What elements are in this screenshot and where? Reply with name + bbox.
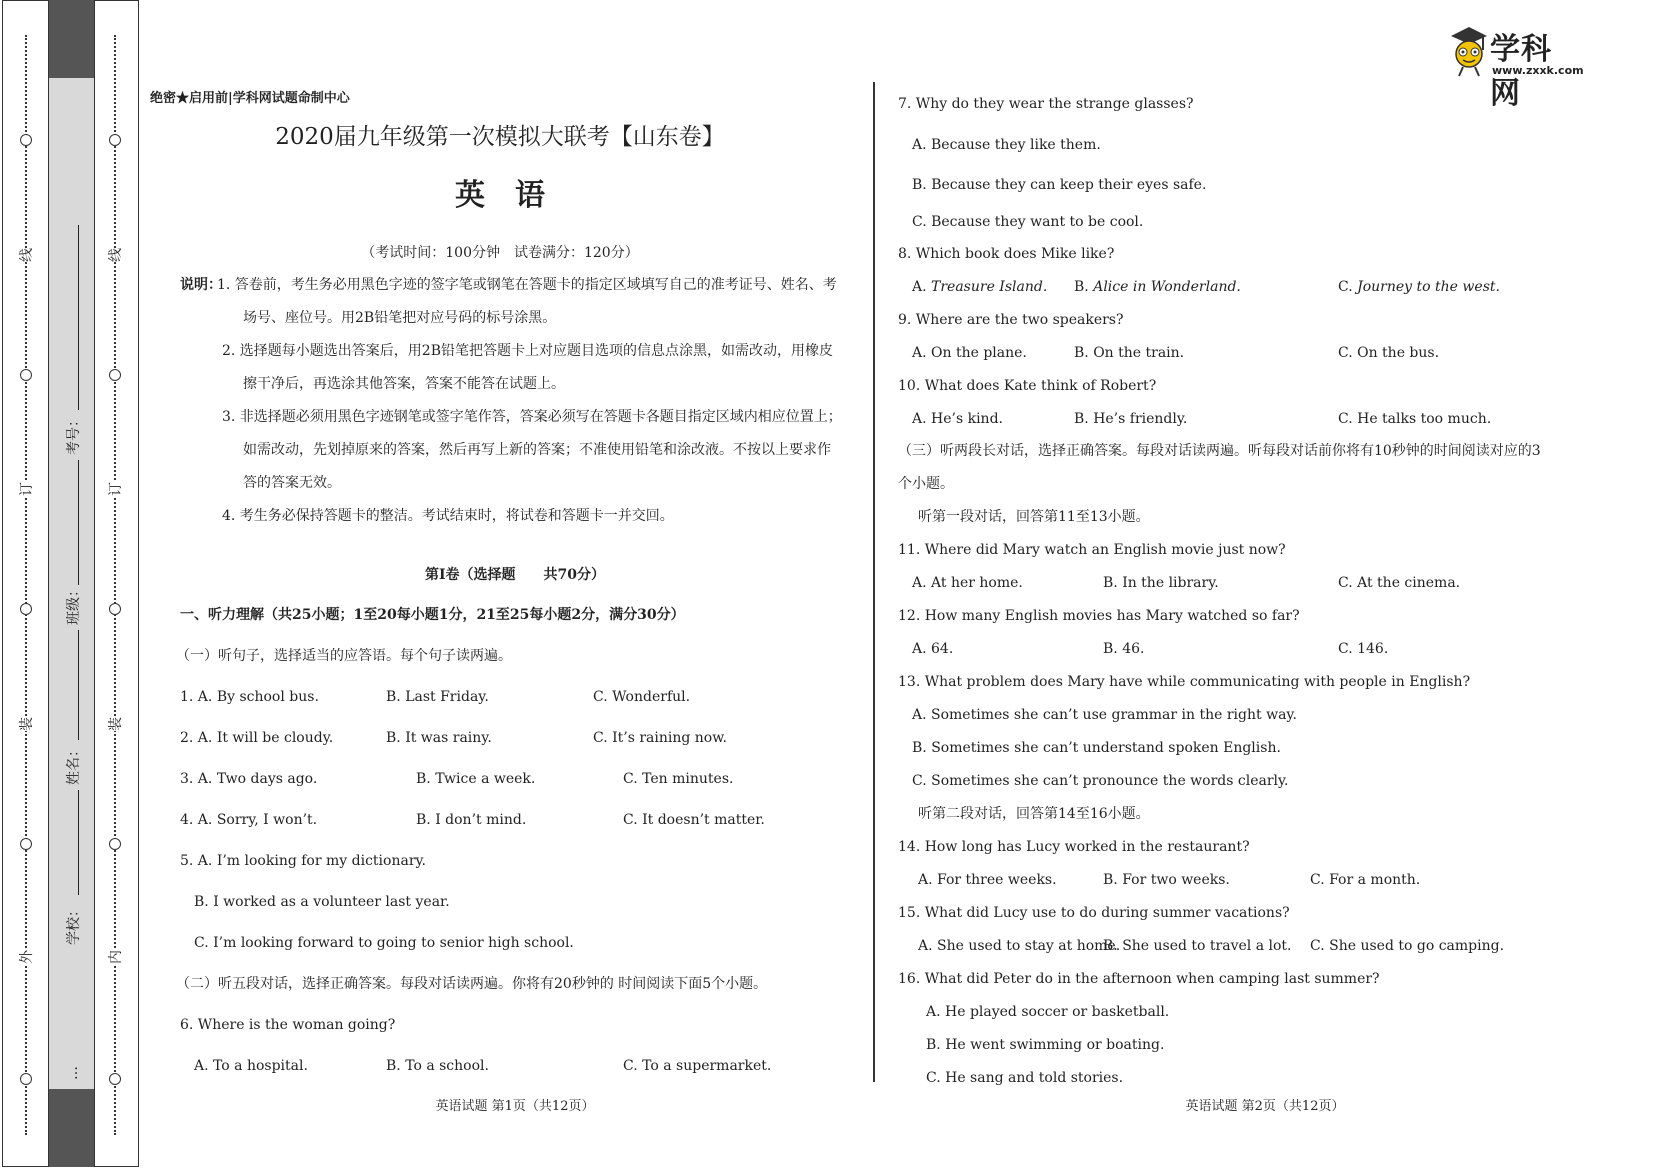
sub-instruction-cont: 个小题。 bbox=[898, 476, 954, 492]
q16-option-c: C. He sang and told stories. bbox=[926, 1070, 1124, 1086]
q10-option-c: C. He talks too much. bbox=[1338, 411, 1492, 427]
q2-option-b: B. It was rainy. bbox=[386, 730, 492, 746]
q6-option-c: C. To a supermarket. bbox=[623, 1058, 772, 1074]
q9-option-c: C. On the bus. bbox=[1338, 345, 1440, 361]
q7-option-a: A. Because they like them. bbox=[912, 137, 1101, 153]
instructions-label: 说明： bbox=[180, 277, 222, 293]
q16-option-b: B. He went swimming or boating. bbox=[926, 1037, 1165, 1053]
subject-title: 英 语 bbox=[455, 178, 545, 213]
q16-option-a: A. He played soccer or basketball. bbox=[926, 1004, 1170, 1020]
q2-option-a: 2. A. It will be cloudy. bbox=[180, 730, 334, 746]
q15-option-a: A. She used to stay at home. bbox=[918, 938, 1121, 954]
instruction-line: 4. 考生务必保持答题卡的整洁。考试结束时，将试卷和答题卡一并交回。 bbox=[222, 508, 674, 524]
q14-option-a: A. For three weeks. bbox=[918, 872, 1057, 888]
q12-question: 12. How many English movies has Mary watched so far? bbox=[898, 608, 1300, 624]
exam-title: 2020届九年级第一次模拟大联考【山东卷】 bbox=[275, 124, 725, 150]
instruction-line: 3. 非选择题必须用黑色字迹钢笔或签字笔作答，答案必须写在答题卡各题目指定区域内相应位置上； bbox=[222, 409, 842, 425]
q1-option-c: C. Wonderful. bbox=[593, 689, 691, 705]
q13-option-a: A. Sometimes she can’t use grammar in the right way. bbox=[912, 707, 1297, 723]
q12-option-a: A. 64. bbox=[912, 641, 954, 657]
binding-char: 订 bbox=[19, 482, 35, 496]
binding-char: 装 bbox=[19, 717, 35, 731]
q11-option-c: C. At the cinema. bbox=[1338, 575, 1461, 591]
logo-url: www.zxxk.com bbox=[1492, 64, 1584, 77]
binding-char: 订 bbox=[108, 482, 124, 496]
name-label: 姓名： bbox=[66, 743, 82, 785]
binding-char: 外 bbox=[19, 950, 35, 964]
q1-option-b: B. Last Friday. bbox=[386, 689, 489, 705]
q8-question: 8. Which book does Mike like? bbox=[898, 246, 1115, 262]
q7-option-b: B. Because they can keep their eyes safe. bbox=[912, 177, 1207, 193]
q10-question: 10. What does Kate think of Robert? bbox=[898, 378, 1157, 394]
q4-option-c: C. It doesn’t matter. bbox=[623, 812, 765, 828]
q9-option-a: A. On the plane. bbox=[912, 345, 1027, 361]
q5-option-a: 5. A. I’m looking for my dictionary. bbox=[180, 853, 427, 869]
q11-option-a: A. At her home. bbox=[912, 575, 1023, 591]
q11-question: 11. Where did Mary watch an English movie just now? bbox=[898, 542, 1286, 558]
q8-option-c: C. Journey to the west. bbox=[1338, 279, 1500, 295]
conversation-intro: 听第一段对话，回答第11至13小题。 bbox=[918, 509, 1150, 525]
section-title: 一、听力理解（共25小题；1至20每小题1分，21至25每小题2分，满分30分） bbox=[180, 607, 685, 623]
part-heading: 第Ⅰ卷（选择题 共70分） bbox=[424, 567, 606, 583]
exam-number-label: 考号： bbox=[66, 413, 82, 455]
q4-option-b: B. I don’t mind. bbox=[416, 812, 527, 828]
q14-option-b: B. For two weeks. bbox=[1103, 872, 1230, 888]
q9-question: 9. Where are the two speakers? bbox=[898, 312, 1124, 328]
mascot-icon bbox=[1447, 24, 1491, 78]
page-footer: 英语试题 第2页（共12页） bbox=[1185, 1099, 1345, 1114]
q4-option-a: 4. A. Sorry, I won’t. bbox=[180, 812, 318, 828]
q3-option-c: C. Ten minutes. bbox=[623, 771, 734, 787]
binding-char: 线 bbox=[108, 248, 124, 262]
binding-ellipsis: … bbox=[65, 1066, 81, 1080]
page-footer: 英语试题 第1页（共12页） bbox=[435, 1099, 595, 1114]
q15-option-b: B. She used to travel a lot. bbox=[1103, 938, 1292, 954]
binding-char: 内 bbox=[108, 950, 124, 964]
q6-question: 6. Where is the woman going? bbox=[180, 1017, 396, 1033]
q15-question: 15. What did Lucy use to do during summer vacations? bbox=[898, 905, 1290, 921]
q1-option-a: 1. A. By school bus. bbox=[180, 689, 319, 705]
q8-option-a: A. Treasure Island. bbox=[912, 279, 1048, 295]
q12-option-c: C. 146. bbox=[1338, 641, 1389, 657]
q5-option-b: B. I worked as a volunteer last year. bbox=[194, 894, 450, 910]
instruction-line: 答的答案无效。 bbox=[243, 475, 341, 491]
page-divider bbox=[873, 82, 875, 1082]
q12-option-b: B. 46. bbox=[1103, 641, 1145, 657]
conversation-intro: 听第二段对话，回答第14至16小题。 bbox=[918, 806, 1150, 822]
binding-char: 装 bbox=[108, 717, 124, 731]
q13-option-b: B. Sometimes she can’t understand spoken English. bbox=[912, 740, 1281, 756]
q2-option-c: C. It’s raining now. bbox=[593, 730, 728, 746]
binding-char: 线 bbox=[19, 248, 35, 262]
q6-option-b: B. To a school. bbox=[386, 1058, 489, 1074]
class-label: 班级： bbox=[66, 583, 82, 625]
q13-question: 13. What problem does Mary have while communicating with people in English? bbox=[898, 674, 1471, 690]
q14-question: 14. How long has Lucy worked in the restaurant? bbox=[898, 839, 1250, 855]
q13-option-c: C. Sometimes she can’t pronounce the words clearly. bbox=[912, 773, 1289, 789]
instruction-line: 1. 答卷前，考生务必用黑色字迹的签字笔或钢笔在答题卡的指定区域填写自己的准考证号、姓名、考 bbox=[217, 277, 837, 293]
instruction-line: 擦干净后，再选涂其他答案，答案不能答在试题上。 bbox=[243, 376, 565, 392]
q14-option-c: C. For a month. bbox=[1310, 872, 1421, 888]
sub-instruction: （三）听两段长对话，选择正确答案。每段对话读两遍。听每段对话前你将有10秒钟的时间阅读对应的3 bbox=[898, 443, 1541, 459]
q7-question: 7. Why do they wear the strange glasses? bbox=[898, 96, 1194, 112]
zxxk-logo bbox=[1447, 24, 1584, 111]
exam-info: （考试时间：100分钟 试卷满分：120分） bbox=[361, 245, 639, 261]
q3-option-b: B. Twice a week. bbox=[416, 771, 536, 787]
q11-option-b: B. In the library. bbox=[1103, 575, 1219, 591]
q10-option-b: B. He’s friendly. bbox=[1074, 411, 1188, 427]
school-label: 学校： bbox=[66, 903, 82, 945]
q3-option-a: 3. A. Two days ago. bbox=[180, 771, 318, 787]
sub-instruction: （一）听句子，选择适当的应答语。每个句子读两遍。 bbox=[176, 648, 512, 664]
q10-option-a: A. He’s kind. bbox=[912, 411, 1003, 427]
confidential-label: 绝密★启用前|学科网试题命制中心 bbox=[150, 91, 350, 106]
instruction-line: 2. 选择题每小题选出答案后，用2B铅笔把答题卡上对应题目选项的信息点涂黑，如需改动，用橡皮 bbox=[222, 343, 834, 359]
q7-option-c: C. Because they want to be cool. bbox=[912, 214, 1144, 230]
instruction-line: 场号、座位号。用2B铅笔把对应号码的标号涂黑。 bbox=[243, 310, 557, 326]
q8-option-b: B. Alice in Wonderland. bbox=[1074, 279, 1241, 295]
q15-option-c: C. She used to go camping. bbox=[1310, 938, 1505, 954]
q16-question: 16. What did Peter do in the afternoon when camping last summer? bbox=[898, 971, 1380, 987]
q9-option-b: B. On the train. bbox=[1074, 345, 1185, 361]
q5-option-c: C. I’m looking forward to going to senior high school. bbox=[194, 935, 574, 951]
sub-instruction: （二）听五段对话，选择正确答案。每段对话读两遍。你将有20秒钟的 时间阅读下面5个小题。 bbox=[176, 976, 768, 992]
logo-name: 学科网 bbox=[1490, 32, 1552, 111]
instruction-line: 如需改动，先划掉原来的答案，然后再写上新的答案；不准使用铅笔和涂改液。不按以上要求作 bbox=[243, 442, 831, 458]
q6-option-a: A. To a hospital. bbox=[194, 1058, 308, 1074]
